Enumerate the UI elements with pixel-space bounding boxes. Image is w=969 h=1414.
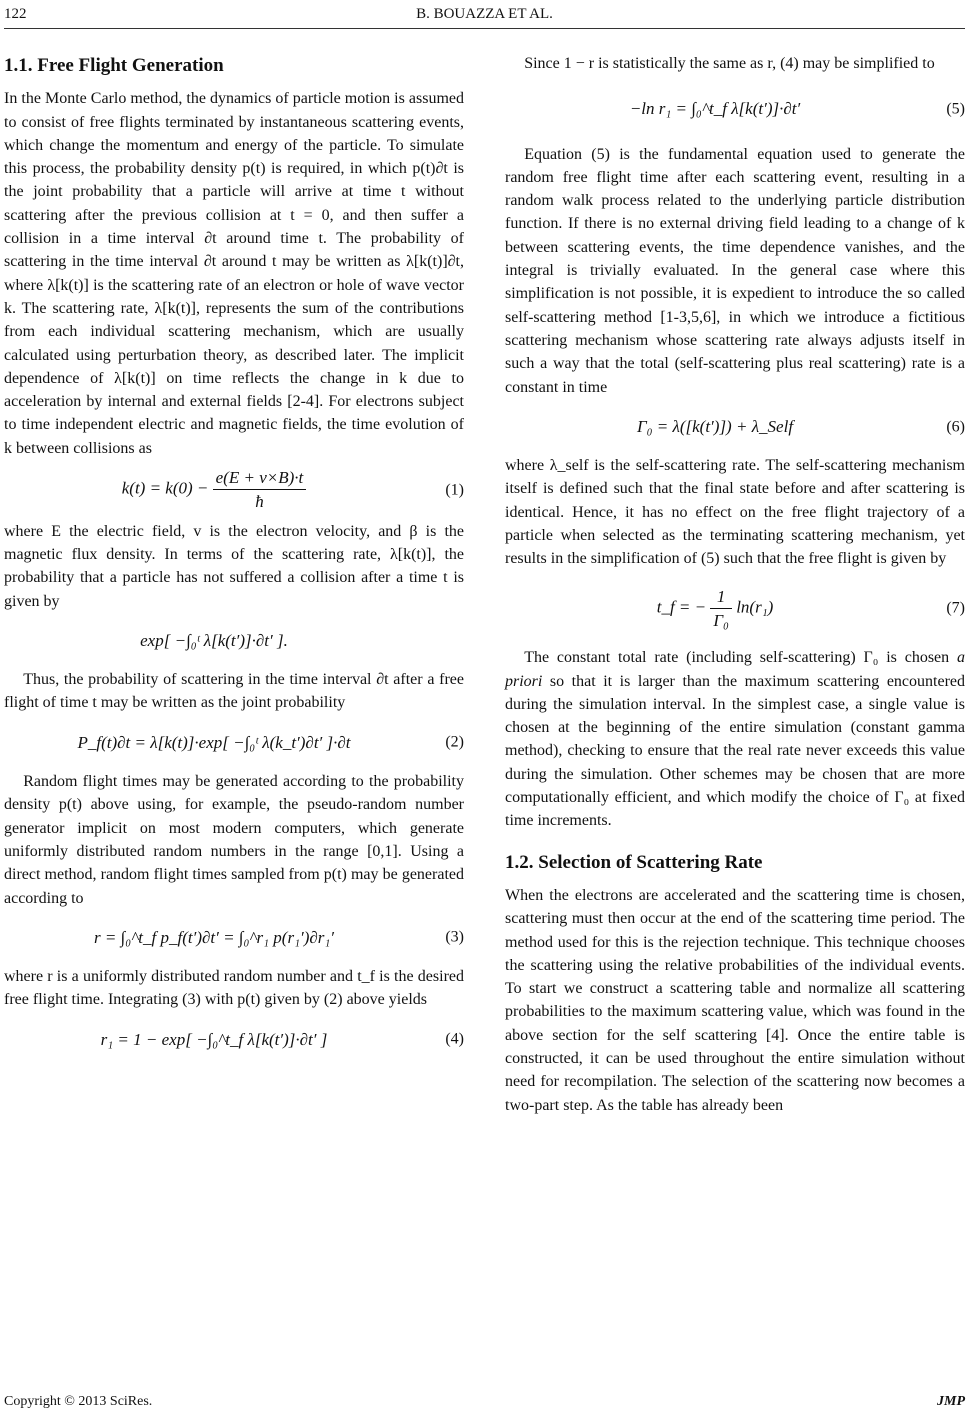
paragraph [505, 646, 965, 832]
eq7-numerator: 1 [710, 585, 732, 609]
eq7-lhs: t_f = − [656, 597, 707, 617]
paragraph: Equation (5) is the fundamental equation used to generate the random free flight time after each scattering event, resulting in a random walk process related to the underlying particle distribution function. If there is no external driving field leading to a change of k between scattering events, the time dependence vanishes, and the integral is trivially evaluated. In the general case where this simplification is not possible, it is expedient to introduce the so called self-scattering method [1-3,5,6], in which we introduce a fictitious scattering mechanism whose scattering rate always adjusts itself in such a way that the total (self-scattering plus real scattering) rate is a constant in time [505, 145, 965, 396]
eq1-lhs: k(t) = k(0) − [121, 478, 209, 498]
equation-3 [4, 926, 464, 949]
running-authors: B. BOUAZZA ET AL. [416, 6, 553, 22]
paragraph: Random flight times may be generated according to the probability density p(t) above using, for example, the pseudo-random number generator implicit on most modern computers, which generate uniformly distributed random numbers in the range [0,1]. Using a direct method, random flight times sampled from p(t) may be generated according to [4, 773, 464, 907]
equation-5 [505, 97, 965, 120]
paragraph: where λ_self is the self-scattering rate. The self-scattering mechanism itself is defined such that the final state before and after scattering is identical. Hence, it has no effect on the free flight trajectory of a particle when selected as the terminating scattering mechanism, yet results in the simplification of (5) such that the free flight is given by [505, 457, 965, 568]
equation-4 [4, 1028, 464, 1051]
eq1-fraction [213, 466, 307, 514]
equation-2 [4, 731, 464, 754]
eq7-number: (7) [946, 599, 965, 617]
page-header [4, 6, 965, 28]
section-heading-free-flight: 1.1. Free Flight Generation [4, 55, 224, 76]
eq2-body: P_f(t)∂t = λ[k(t)]·exp[ −∫₀ᵗ λ(k_t′)∂t′ ]·∂t [77, 732, 351, 752]
eq-survival-body: exp[ −∫₀ᵗ λ[k(t′)]·∂t′ ]. [140, 630, 288, 650]
paragraph: When the electrons are accelerated and the scattering time is chosen, scattering must then occur at the end of the scattering time period. The method used for this is the rejection technique. This technique chooses the scattering using the relative probabilities of the individual events. To start we construct a scattering table and normalize all scattering probabilities to the maximum scattering value, which was found in the above section for the self scattering [4]. Once the entire table is constructed, it can be used throughout the entire simulation without need for recompilation. The selection of the scattering now becomes a two-part step. As the table has already been [505, 886, 965, 1114]
section-heading-scattering-rate: 1.2. Selection of Scattering Rate [505, 851, 763, 873]
eq5-body: −ln r₁ = ∫₀^t_f λ[k(t′)]·∂t′ [629, 99, 801, 119]
emphasis-a-priori: a priori [505, 649, 965, 690]
eq1-number: (1) [445, 481, 464, 499]
equation-6 [505, 415, 965, 438]
equation-1 [4, 466, 464, 514]
journal-abbrev: JMP [937, 1394, 965, 1409]
eq4-body: r₁ = 1 − exp[ −∫₀^t_f λ[k(t′)]·∂t′ ] [100, 1029, 328, 1049]
copyright: Copyright © 2013 SciRes. [4, 1394, 153, 1409]
eq7-denominator: Γ₀ [713, 610, 729, 630]
header-rule [4, 28, 965, 29]
eq4-number: (4) [445, 1030, 464, 1048]
paragraph: In the Monte Carlo method, the dynamics of particle motion is assumed to consist of free flights terminated by instantaneous scattering events, which change the momentum and energy of the particle. To simulate this process, the probability density p(t) is required, in which p(t)∂t is the joint probability that a particle will arrive at time t without scattering after the previous collision at t = 0, and then suffer a collision in a time interval ∂t around time t. The probability of scattering in the time interval ∂t around t may be written as λ[k(t)]∂t, where λ[k(t)] is the scattering rate of an electron or hole of wave vector k. The scattering rate, λ[k(t)], represents the sum of the contributions from each individual scattering mechanism, which are usually calculated using perturbation theory, as described later. The implicit dependence of λ[k(t)] on time reflects the change in k due to acceleration by internal and external fields [2-4]. For electrons subject to time independent electric and magnetic fields, the time evolution of k between collisions as [4, 90, 464, 457]
eq1-denominator: ħ [255, 492, 264, 512]
page-number: 122 [4, 6, 27, 22]
paragraph: where r is a uniformly distributed random number and t_f is the desired free flight time. Integrating (3) with p(t) given by (2) above yields [4, 968, 464, 1009]
eq1-numerator: e(E + v×B)·t [213, 466, 307, 490]
eq6-number: (6) [946, 417, 965, 435]
eq7-rhs: ln(r₁) [736, 597, 774, 617]
eq6-body: Γ₀ = λ([k(t′)]) + λ_Self [636, 416, 794, 436]
equation-7 [505, 585, 965, 633]
eq7-fraction [710, 585, 732, 633]
eq2-number: (2) [445, 733, 464, 751]
equation-survival [4, 629, 464, 652]
eq3-body: r = ∫₀^t_f p_f(t′)∂t′ = ∫₀^r₁ p(r₁′)∂r₁′ [93, 927, 335, 947]
eq3-number: (3) [445, 928, 464, 946]
paragraph: Thus, the probability of scattering in the time interval ∂t after a free flight of time t may be written as the joint probability [4, 671, 464, 712]
paragraph-part: so that it is larger than the maximum scattering encountered during the simulation interval. In the simplest case, a single value is chosen at the beginning of the entire simulation (constant gamma method), checking to ensure that the real rate never exceeds this value during the simulation. Other schemes may be chosen that are more computationally efficient, and which modify the choice of Γ₀ at fixed time increments. [505, 672, 965, 830]
paragraph: Since 1 − r is statistically the same as r, (4) may be simplified to [524, 55, 935, 72]
paragraph-part: The constant total rate (including self-scattering) Γ₀ is chosen [524, 649, 957, 667]
left-column [4, 40, 464, 1067]
eq5-number: (5) [946, 100, 965, 118]
right-column [505, 52, 965, 1117]
paragraph: where E the electric field, v is the electron velocity, and β is the magnetic flux density. In terms of the scattering rate, λ[k(t)], the probability that a particle has not suffered a collision after a time t is given by [4, 522, 464, 610]
